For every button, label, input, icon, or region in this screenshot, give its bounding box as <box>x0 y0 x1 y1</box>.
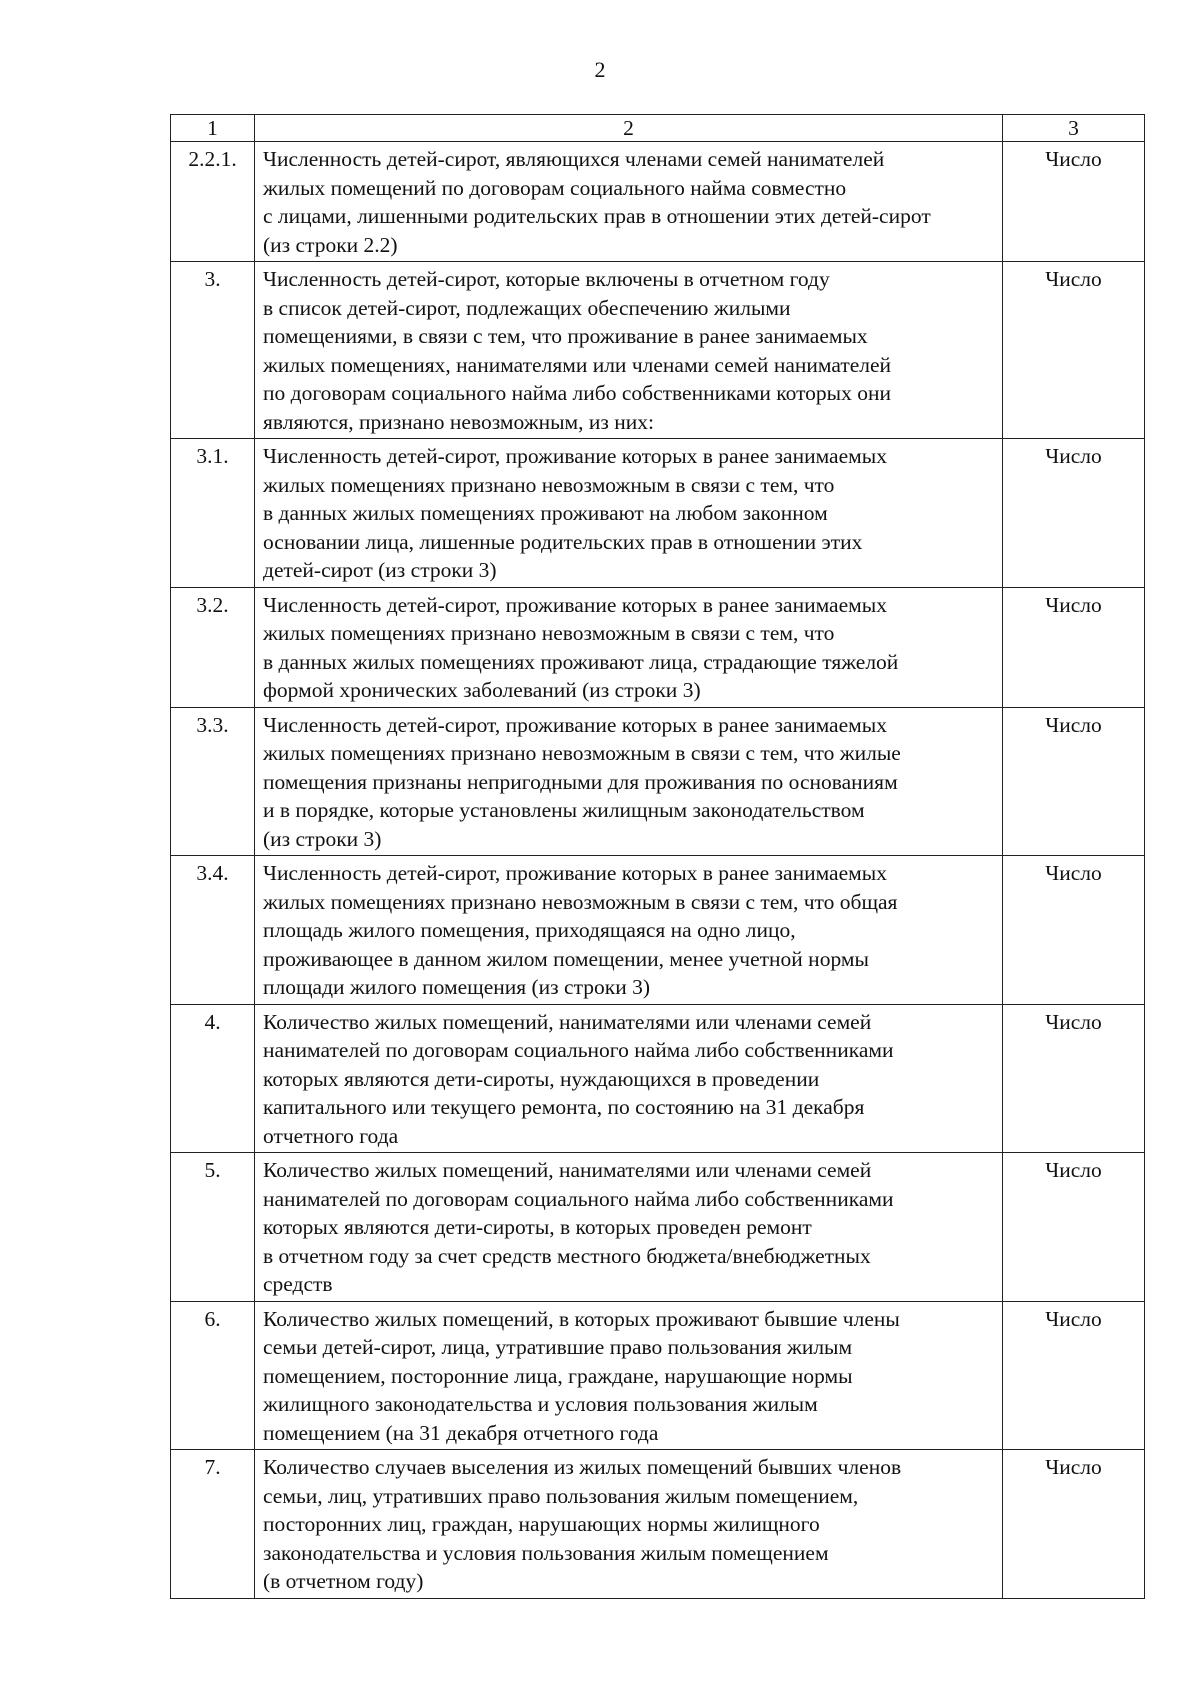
description-line: Количество жилых помещений, в которых проживают бывшие члены <box>263 1306 900 1331</box>
row-unit: Число <box>1003 262 1145 439</box>
description-line: формой хронических заболеваний (из строки 3) <box>263 678 701 702</box>
description-line: Количество случаев выселения из жилых помещений бывших членов <box>263 1455 902 1479</box>
table-row <box>171 707 1145 856</box>
description-line: Численность детей-сирот, проживание которых в ранее занимаемых <box>263 444 887 468</box>
table-row <box>171 1450 1145 1599</box>
row-description <box>255 587 1003 707</box>
table-row <box>171 587 1145 707</box>
description-line: основании лица, лишенные родительских прав в отношении этих <box>263 529 863 554</box>
table-header-row <box>171 115 1145 142</box>
row-description <box>255 142 1003 262</box>
description-line: по договорам социального найма либо собственниками которых они <box>263 381 892 405</box>
description-line: семьи детей-сирот, лица, утратившие право пользования жилым <box>263 1335 853 1359</box>
header-cell-2: 2 <box>255 115 1003 142</box>
description-line: проживающее в данном жилом помещении, менее учетной нормы <box>263 946 869 971</box>
row-description <box>255 707 1003 856</box>
row-unit: Число <box>1003 587 1145 707</box>
description-line: Численность детей-сирот, проживание которых в ранее занимаемых <box>263 712 887 737</box>
description-line: в список детей-сирот, подлежащих обеспечению жилыми <box>263 295 791 320</box>
row-description <box>255 1450 1003 1599</box>
description-line: жилых помещениях признано невозможным в связи с тем, что <box>263 621 835 645</box>
description-line: которых являются дети-сироты, нуждающихся в проведении <box>263 1066 820 1091</box>
description-line: Численность детей-сирот, проживание которых в ранее занимаемых <box>263 592 887 617</box>
description-line: детей-сирот (из строки 3) <box>263 558 497 582</box>
row-unit: Число <box>1003 856 1145 1005</box>
header-cell-1: 1 <box>171 115 255 142</box>
description-line: жилых помещениях, нанимателями или членами семей нанимателей <box>263 352 892 377</box>
page-number: 2 <box>594 57 606 82</box>
row-unit: Число <box>1003 1450 1145 1599</box>
row-unit: Число <box>1003 439 1145 588</box>
description-line: (из строки 3) <box>263 826 382 851</box>
description-line: Количество жилых помещений, нанимателями или членами семей <box>263 1009 872 1034</box>
row-number: 3.3. <box>171 707 255 856</box>
table-row <box>171 439 1145 588</box>
description-line: жилых помещениях признано невозможным в связи с тем, что общая <box>263 889 898 914</box>
description-line: отчетного года <box>263 1123 399 1148</box>
row-description <box>255 1153 1003 1302</box>
row-unit: Число <box>1003 1153 1145 1302</box>
description-line: помещениями, в связи с тем, что проживание в ранее занимаемых <box>263 324 868 348</box>
description-line: жилищного законодательства и условия пользования жилым <box>263 1392 818 1416</box>
description-line: (в отчетном году) <box>263 1569 424 1593</box>
indicators-table <box>170 114 1145 1599</box>
description-line: и в порядке, которые установлены жилищным законодательством <box>263 798 865 822</box>
row-number: 2.2.1. <box>171 142 255 262</box>
description-line: являются, признано невозможным, из них: <box>263 409 655 434</box>
table-body <box>171 115 1145 1599</box>
description-line: Численность детей-сирот, которые включены в отчетном году <box>263 267 830 291</box>
row-number: 3.4. <box>171 856 255 1005</box>
description-line: в данных жилых помещениях проживают лица, страдающие тяжелой <box>263 649 899 674</box>
table-row <box>171 142 1145 262</box>
row-unit: Число <box>1003 1004 1145 1153</box>
description-line: площадь жилого помещения, приходящаяся на одно лицо, <box>263 918 796 942</box>
description-line: жилых помещений по договорам социального найма совместно <box>263 175 847 200</box>
description-line: нанимателей по договорам социального найма либо собственниками <box>263 1186 894 1211</box>
row-number: 7. <box>171 1450 255 1599</box>
description-line: Численность детей-сирот, проживание которых в ранее занимаемых <box>263 861 887 885</box>
table-row <box>171 856 1145 1005</box>
description-line: Численность детей-сирот, являющихся членами семей нанимателей <box>263 147 885 171</box>
row-number: 3. <box>171 262 255 439</box>
description-line: посторонних лиц, граждан, нарушающих нормы жилищного <box>263 1512 820 1536</box>
row-unit: Число <box>1003 142 1145 262</box>
description-line: жилых помещениях признано невозможным в связи с тем, что <box>263 472 835 497</box>
description-line: помещением (на 31 декабря отчетного года <box>263 1420 659 1445</box>
table-row <box>171 1301 1145 1450</box>
row-unit: Число <box>1003 707 1145 856</box>
header-cell-3: 3 <box>1003 115 1145 142</box>
description-line: в данных жилых помещениях проживают на любом законном <box>263 501 828 525</box>
description-line: (из строки 2.2) <box>263 232 398 257</box>
row-number: 3.2. <box>171 587 255 707</box>
row-description <box>255 1301 1003 1450</box>
row-number: 5. <box>171 1153 255 1302</box>
description-line: с лицами, лишенными родительских прав в отношении этих детей-сирот <box>263 204 931 228</box>
row-number: 3.1. <box>171 439 255 588</box>
row-description <box>255 262 1003 439</box>
row-description <box>255 856 1003 1005</box>
row-unit: Число <box>1003 1301 1145 1450</box>
description-line: Количество жилых помещений, нанимателями или членами семей <box>263 1158 872 1182</box>
description-line: жилых помещениях признано невозможным в связи с тем, что жилые <box>263 741 901 765</box>
description-line: семьи, лиц, утративших право пользования жилым помещением, <box>263 1483 859 1508</box>
row-number: 4. <box>171 1004 255 1153</box>
row-description <box>255 1004 1003 1153</box>
row-description <box>255 439 1003 588</box>
table-row <box>171 1153 1145 1302</box>
description-line: помещения признаны непригодными для проживания по основаниям <box>263 769 898 794</box>
row-number: 6. <box>171 1301 255 1450</box>
description-line: нанимателей по договорам социального найма либо собственниками <box>263 1038 894 1062</box>
description-line: средств <box>263 1272 333 1296</box>
description-line: которых являются дети-сироты, в которых проведен ремонт <box>263 1215 812 1239</box>
description-line: помещением, посторонние лица, граждане, нарушающие нормы <box>263 1363 853 1388</box>
table-row <box>171 262 1145 439</box>
description-line: в отчетном году за счет средств местного бюджета/внебюджетных <box>263 1243 871 1268</box>
description-line: площади жилого помещения (из строки 3) <box>263 975 650 999</box>
table-row <box>171 1004 1145 1153</box>
description-line: законодательства и условия пользования жилым помещением <box>263 1540 829 1565</box>
description-line: капитального или текущего ремонта, по состоянию на 31 декабря <box>263 1095 865 1119</box>
